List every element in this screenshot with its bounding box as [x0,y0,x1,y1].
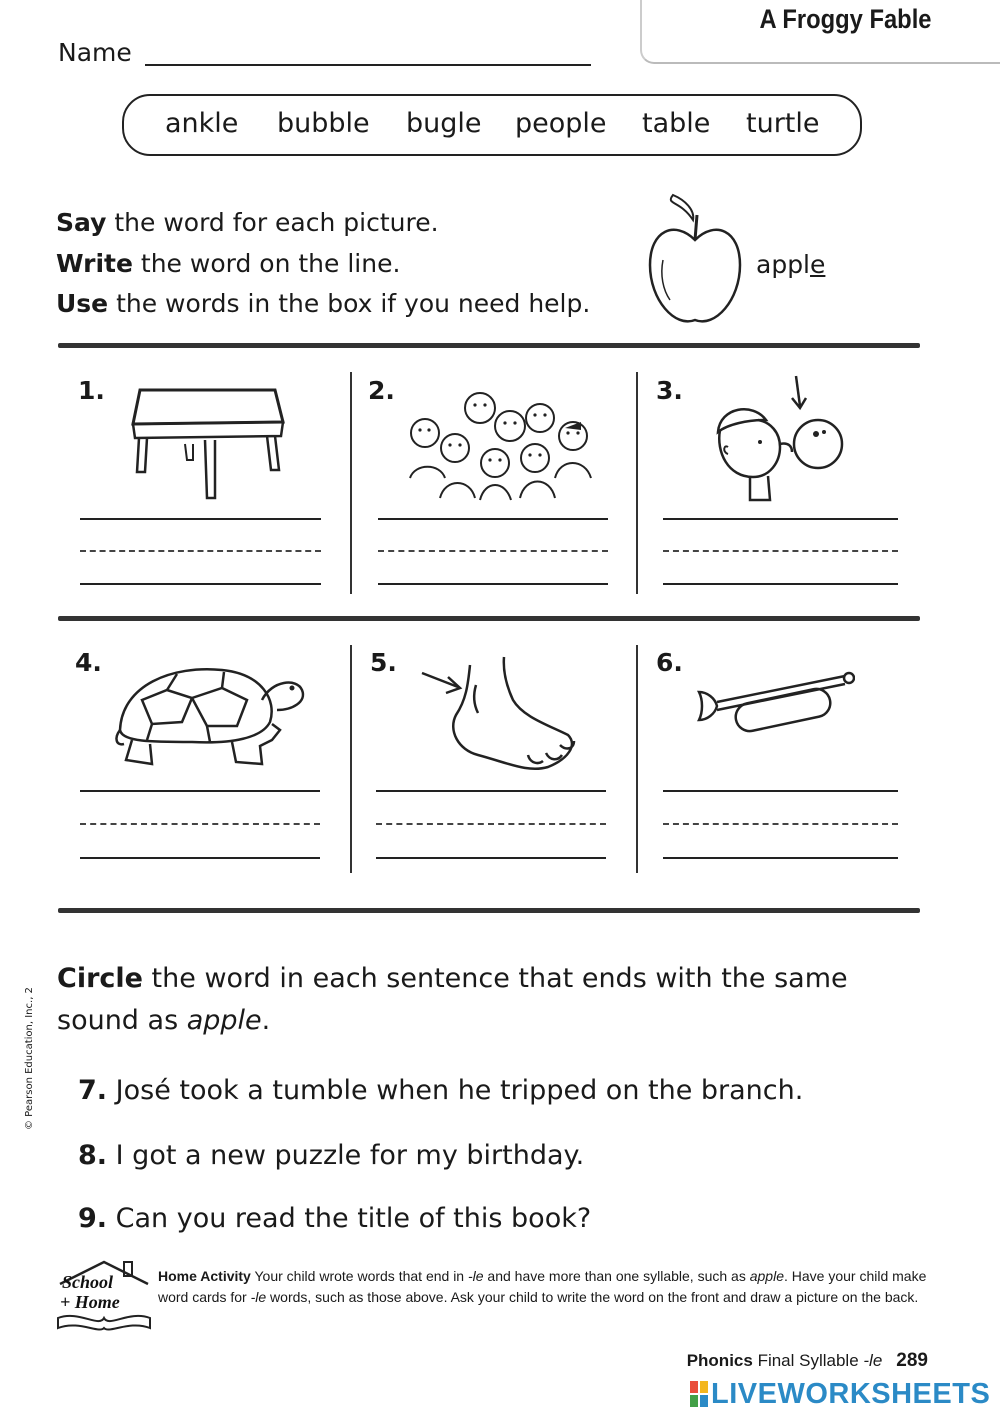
answer-line[interactable] [376,790,606,792]
column-divider [350,372,352,594]
table-icon [125,382,290,502]
instruction-use: Use the words in the box if you need help. [56,289,591,318]
instruction-say: Say the word for each picture. [56,208,439,237]
liveworksheets-logo-icon [690,1381,708,1407]
circle-instruction: Circle the word in each sentence that ends with the same sound as apple. [57,963,848,1036]
item-number: 5. [370,648,397,677]
word-box-turtle: turtle [746,108,820,139]
answer-baseline [80,857,320,859]
divider-middle [58,616,920,621]
liveworksheets-watermark: LIVEWORKSHEETS [690,1378,990,1411]
page-footer: Phonics Final Syllable -le 289 [686,1350,928,1371]
answer-line[interactable] [378,518,608,520]
word-box-people: people [515,108,607,139]
answer-midline [663,550,898,552]
school-home-logo [54,1258,154,1334]
people-icon [405,378,595,503]
copyright: © Pearson Education, Inc., 2 [24,987,35,1130]
sentence-9[interactable]: 9. Can you read the title of this book? [78,1203,592,1234]
divider-bottom [58,908,920,913]
item-number: 4. [75,648,102,677]
answer-baseline [80,583,321,585]
home-activity: Home Activity Your child wrote words that end in -le and have more than one syllable, such as apple. Have your child make word cards for -le words, such as those above. Ask your child to write the word on the front and draw a picture on the back. [158,1268,927,1305]
apple-icon [645,190,745,330]
word-box-bubble: bubble [277,108,370,139]
word-box-table: table [642,108,711,139]
sentence-7[interactable]: 7. José took a tumble when he tripped on the branch. [78,1075,804,1106]
bugle-icon [695,662,855,737]
answer-midline [80,823,320,825]
answer-line[interactable] [80,518,321,520]
item-number: 6. [656,648,683,677]
column-divider [636,645,638,873]
name-label: Name [58,38,132,67]
column-divider [350,645,352,873]
answer-midline [378,550,608,552]
answer-midline [80,550,321,552]
home-text: + Home [60,1292,120,1312]
answer-line[interactable] [663,790,898,792]
answer-baseline [376,857,606,859]
example-word-apple: apple [756,250,826,279]
answer-line[interactable] [80,790,320,792]
word-box-bugle: bugle [406,108,482,139]
school-text: School [62,1272,114,1292]
ankle-icon [418,655,593,780]
answer-midline [663,823,898,825]
item-number: 1. [78,376,105,405]
answer-midline [376,823,606,825]
sentence-8[interactable]: 8. I got a new puzzle for my birthday. [78,1140,585,1171]
column-divider [636,372,638,594]
instruction-write: Write the word on the line. [56,249,401,278]
word-box-ankle: ankle [165,108,239,139]
answer-baseline [663,583,898,585]
item-number: 3. [656,376,683,405]
divider-top [58,343,920,348]
item-number: 2. [368,376,395,405]
answer-line[interactable] [663,518,898,520]
page-title: A Froggy Fable [759,4,932,34]
bubble-icon [708,372,848,507]
answer-baseline [663,857,898,859]
page-number: 289 [896,1350,928,1371]
name-field[interactable] [145,64,591,66]
answer-baseline [378,583,608,585]
turtle-icon [112,660,307,775]
